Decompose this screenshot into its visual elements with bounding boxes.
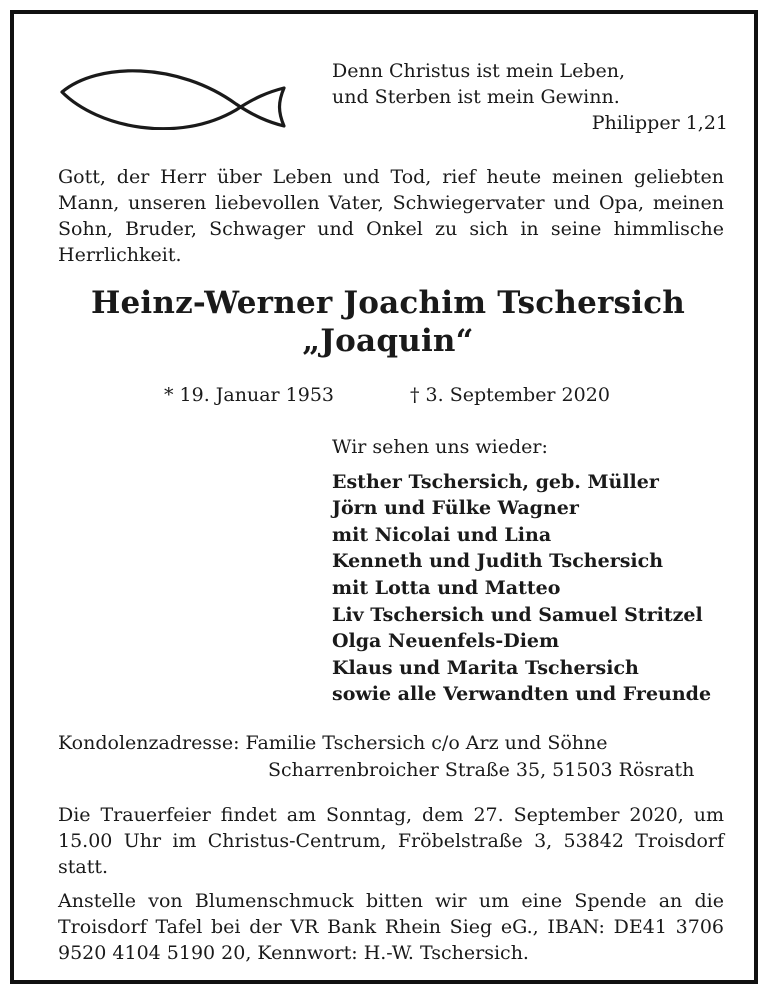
funeral-info: Die Trauerfeier findet am Sonntag, dem 27. September 2020, um 15.00 Uhr im Christus-Centrum, Fröbelstraße 3, 53842 Troisdorf statt. [58, 804, 724, 878]
ichthys-fish-icon [58, 58, 288, 130]
condolence-address [58, 730, 728, 784]
mourner-name: Olga Neuenfels-Diem [332, 630, 560, 653]
mourners-lead: Wir sehen uns wieder: [332, 436, 548, 458]
deceased-nickname: „Joaquin“ [302, 323, 474, 359]
verse-line-1: Denn Christus ist mein Leben, [332, 60, 625, 82]
mourners-block [332, 434, 752, 708]
bible-verse [332, 58, 732, 136]
condolence-label: Kondolenzadresse: [58, 732, 240, 754]
mourner-name: Esther Tschersich, geb. Müller [332, 470, 659, 493]
mourner-name: mit Nicolai und Lina [332, 523, 552, 546]
mourners-list [332, 469, 752, 708]
mourner-name: sowie alle Verwandten und Freunde [332, 683, 712, 706]
donation-info: Anstelle von Blumenschmuck bitten wir um eine Spende an die Troisdorf Tafel bei der VR Bank Rhein Sieg eG., IBAN: DE41 3706 9520 4104 5190 20, Kennwort: H.-W. Tschersich. [58, 890, 724, 964]
deceased-name: Heinz-Werner Joachim Tschersich [90, 285, 686, 321]
obituary-notice [10, 10, 758, 984]
verse-reference: Philipper 1,21 [591, 112, 728, 134]
verse-line-2: und Sterben ist mein Gewinn. [332, 86, 620, 108]
intro-text: Gott, der Herr über Leben und Tod, rief heute meinen geliebten Mann, unseren liebevollen Vater, Schwiegervater und Opa, meinen Sohn, Bruder, Schwager und Onkel zu sich in seine himmlische Herrlichkeit. [58, 166, 724, 266]
mourner-name: Liv Tschersich und Samuel Stritzel [332, 603, 703, 626]
mourner-name: Kenneth und Judith Tschersich [332, 550, 664, 573]
mourner-name: Jörn und Fülke Wagner [332, 497, 579, 520]
condolence-line-1: Familie Tschersich c/o Arz und Söhne [245, 732, 608, 754]
mourner-name: mit Lotta und Matteo [332, 576, 561, 599]
condolence-line-2: Scharrenbroicher Straße 35, 51503 Rösrath [268, 759, 695, 781]
deceased-name-block [14, 284, 762, 360]
death-date: † 3. September 2020 [410, 384, 610, 406]
mourner-name: Klaus und Marita Tschersich [332, 656, 639, 679]
birth-date: * 19. Januar 1953 [164, 384, 335, 406]
